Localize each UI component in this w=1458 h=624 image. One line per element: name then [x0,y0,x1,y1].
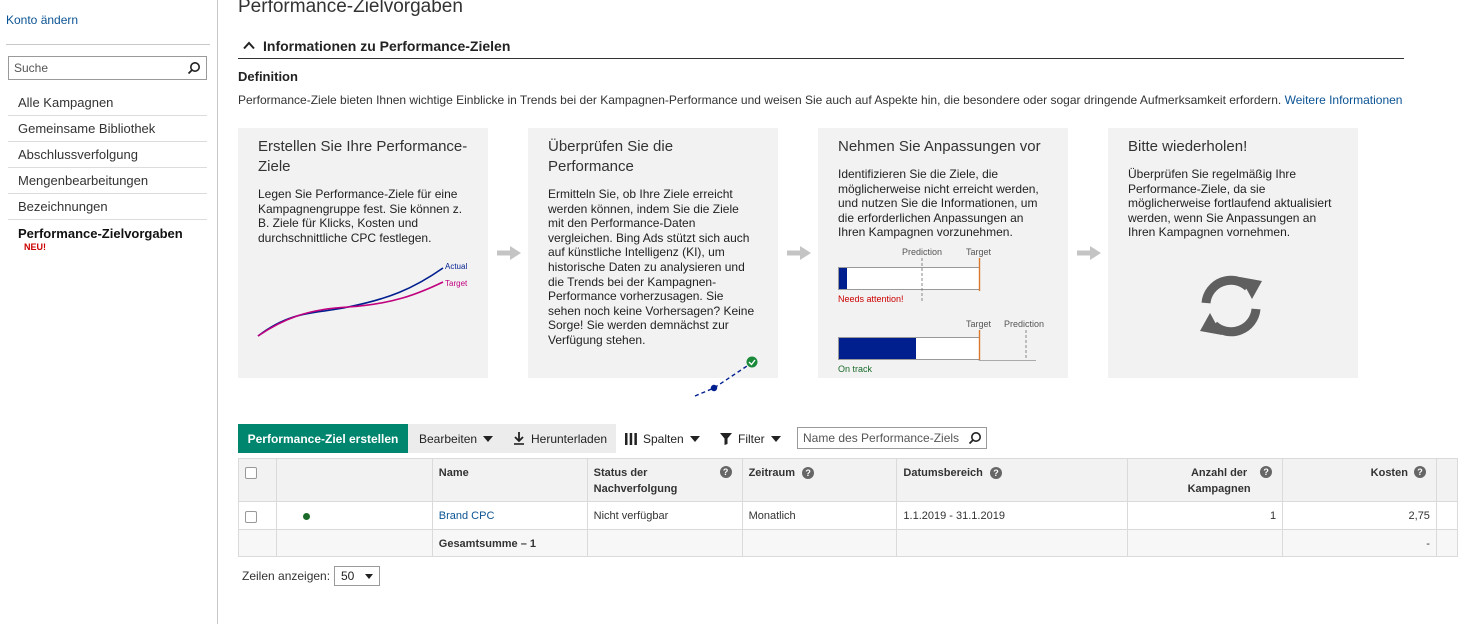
caret-down-icon [690,436,700,442]
total-empty-cell [587,530,742,557]
column-label: Zeitraum [748,467,796,479]
more-info-link[interactable]: Weitere Informationen [1284,93,1403,107]
status-indicator-header [276,459,432,502]
grid-toolbar [238,424,998,453]
chevron-up-icon[interactable] [243,39,255,53]
target-label: Target [966,247,992,257]
card-title: Nehmen Sie Anpassungen vor [838,138,1041,155]
download-label: Herunterladen [531,431,608,446]
help-icon[interactable]: ? [720,466,732,478]
sidebar-item-abschlussverfolgung[interactable]: Abschlussverfolgung [8,142,207,168]
column-header-status[interactable] [587,459,742,502]
card-title: Erstellen Sie Ihre Performance-Ziele [258,138,468,175]
caret-down-icon [771,436,781,442]
cell-status: Nicht verfügbar [587,502,742,530]
prediction-label: Prediction [902,247,943,257]
cell-period: Monatlich [742,502,897,530]
column-header-cost[interactable] [1283,459,1437,502]
download-button[interactable] [505,424,616,453]
caret-down-icon [365,574,373,579]
column-label: Anzahl der Kampagnen [1187,467,1251,495]
cell-campaign-count: 1 [1128,502,1283,530]
sidebar [0,0,218,624]
step-card-review [528,128,778,378]
card-text: Identifizieren Sie die Ziele, die möglicherweise nicht erreicht werden, und nutzen Sie die Informationen, um die erforderlichen Anpassungen an Ihren Kampagnen vorzunehmen. [838,167,1039,240]
cell-name [432,502,587,530]
on-track-status: On track [838,364,873,374]
filter-dropdown[interactable] [720,424,781,453]
page-title: Performance-Zielvorgaben [238,0,463,17]
column-header-period[interactable] [742,459,897,502]
rows-per-page-select[interactable] [334,566,380,586]
sidebar-search-input[interactable] [9,61,179,75]
progress-fill-needs-attention [839,268,847,289]
goal-search[interactable] [797,427,987,449]
total-empty-cell [897,530,1128,557]
prediction-label: Prediction [1004,319,1045,329]
sidebar-item-label: Performance-Zielvorgaben [18,226,183,241]
select-all-checkbox[interactable] [245,467,257,479]
table-total-row [239,530,1458,557]
help-icon[interactable]: ? [1260,466,1272,478]
status-dot-cell [276,502,432,530]
table-header-row [239,459,1458,502]
help-icon[interactable]: ? [1414,466,1426,478]
help-icon[interactable]: ? [802,467,814,479]
progress-fill-on-track [839,338,916,359]
total-cost: - [1283,530,1437,557]
column-header-date-range[interactable] [897,459,1128,502]
caret-down-icon [483,436,493,442]
select-all-cell [239,459,277,502]
total-empty-cell [1436,530,1457,557]
target-label: Target [966,319,992,329]
row-checkbox[interactable] [245,511,257,523]
sidebar-search[interactable] [8,56,207,80]
step-card-create [238,128,488,378]
arrow-right-icon [1077,246,1101,260]
step-card-repeat [1108,128,1358,378]
goal-name-link[interactable]: Brand CPC [438,510,495,522]
total-empty-cell [742,530,897,557]
card-title: Bitte wiederholen! [1128,138,1248,155]
needs-attention-status: Needs attention! [838,294,904,304]
rows-per-page-value: 50 [341,569,355,583]
sidebar-item-alle-kampagnen[interactable]: Alle Kampagnen [8,90,207,116]
total-empty-cell [239,530,277,557]
definition-body: Performance-Ziele bieten Ihnen wichtige Einblicke in Trends bei der Kampagnen-Performance und weisen Sie auch auf Aspekte hin, die besondere oder sogar dringende Aufmerksamkeit erfordern. [238,93,1282,107]
columns-dropdown[interactable] [625,424,700,453]
sidebar-nav [8,90,207,252]
search-icon[interactable] [968,431,982,448]
card-text: Überprüfen Sie regelmäßig Ihre Performance-Ziele, da sie möglicherweise fortlaufend aktualisiert werden, wenn Sie Anpassungen an Ihren Kampagnen vornehmen. [1128,167,1332,240]
column-header-campaign-count[interactable] [1128,459,1283,502]
sidebar-item-bezeichnungen[interactable]: Bezeichnungen [8,194,207,220]
definition-text [238,93,1402,107]
total-label: Gesamtsumme – 1 [432,530,587,557]
change-account-link[interactable]: Konto ändern [6,13,79,27]
edit-dropdown[interactable] [408,424,505,453]
total-empty-cell [276,530,432,557]
definition-title: Definition [238,69,298,84]
column-label: Datumsbereich [903,467,983,479]
trend-chart-illustration [238,254,488,364]
sidebar-item-performance-zielvorgaben[interactable] [8,220,207,252]
card-text: Ermitteln Sie, ob Ihre Ziele erreicht werden können, indem Sie die Ziele mit den Performance-Daten vergleichen. Bing Ads stützt sich auch auf künstliche Intelligenz (KI), um historische Daten zu analysieren und die Trends bei der Kampagnen-Performance vorherzusagen. Sie sehen noch keine Vorhersagen? Keine Sorge! Sie werden demnächst zur Verfügung stehen. [548,187,755,347]
cell-date-range: 1.1.2019 - 31.1.2019 [897,502,1128,530]
cell-overflow [1436,502,1457,530]
status-dot [303,513,310,520]
prediction-line-illustration [688,352,768,402]
columns-icon [625,433,637,445]
rows-per-page-label: Zeilen anzeigen: [242,569,331,583]
column-label: Kosten [1370,467,1408,479]
help-icon[interactable]: ? [990,467,1002,479]
arrow-right-icon [787,246,811,260]
edit-label: Bearbeiten [419,431,478,446]
sidebar-item-gemeinsame-bibliothek[interactable]: Gemeinsame Bibliothek [8,116,207,142]
main-content [238,0,1458,624]
new-badge: NEU! [24,242,46,252]
sidebar-divider [6,44,210,45]
column-header-overflow [1436,459,1457,502]
filter-label: Filter [738,431,765,446]
accordion-title: Informationen zu Performance-Zielen [263,37,511,54]
search-icon[interactable] [187,61,201,78]
column-label: Status der Nachverfolgung [593,467,678,495]
target-bars-illustration [818,244,1068,374]
actual-label: Actual [445,262,468,271]
goals-table [238,458,1458,557]
info-accordion-header[interactable] [238,33,1404,59]
card-title: Überprüfen Sie die Performance [548,138,674,175]
download-icon [513,432,525,445]
target-label: Target [445,279,468,288]
card-text: Legen Sie Performance-Ziele für eine Kampagnengruppe fest. Sie können z. B. Ziele für Klicks, Kosten und durchschnittliche CPC festlegen. [258,187,463,245]
cell-cost: 2,75 [1283,502,1437,530]
step-card-adjust [818,128,1068,378]
column-header-name[interactable] [432,459,587,502]
sidebar-item-mengenbearbeitungen[interactable]: Mengenbearbeitungen [8,168,207,194]
goal-search-input[interactable] [798,431,963,445]
total-empty-cell [1128,530,1283,557]
column-label: Name [438,467,469,479]
row-select-cell [239,502,277,530]
arrow-right-icon [497,246,521,260]
create-goal-button[interactable]: Performance-Ziel erstellen [238,424,408,453]
filter-icon [720,433,732,445]
table-row [239,502,1458,530]
refresh-icon [1196,275,1266,337]
columns-label: Spalten [643,431,684,446]
